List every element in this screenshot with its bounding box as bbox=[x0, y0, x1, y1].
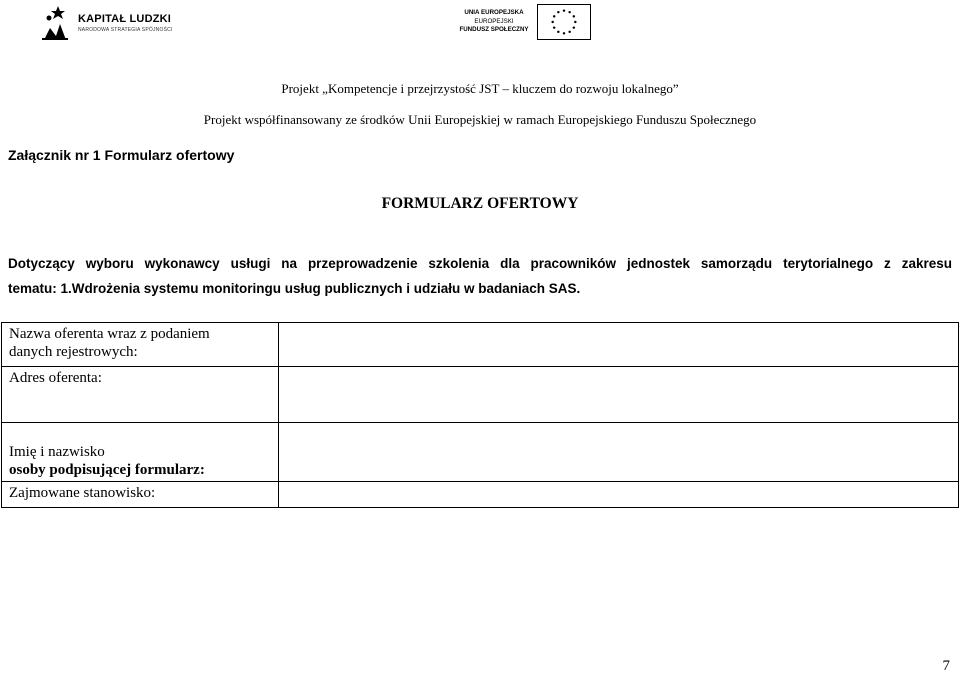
form-label-line: danych rejestrowych: bbox=[9, 344, 138, 360]
form-label-line: Adres oferenta: bbox=[9, 370, 102, 386]
form-label-line: osoby podpisującej formularz: bbox=[9, 462, 205, 478]
kapital-ludzki-subtitle: NARODOWA STRATEGIA SPÓJNOŚCI bbox=[78, 27, 173, 33]
intro-line-2: tematu: 1.Wdrożenia systemu monitoringu usług publicznych i udziału w badaniach SAS. bbox=[8, 281, 581, 296]
intro-paragraph bbox=[8, 251, 952, 301]
form-row-signatory bbox=[2, 423, 959, 482]
form-label-line: Zajmowane stanowisko: bbox=[9, 485, 156, 501]
eu-logo-line2: EUROPEJSKI bbox=[474, 17, 514, 25]
attachment-label: Załącznik nr 1 Formularz ofertowy bbox=[8, 147, 235, 163]
form-label-offeror-name bbox=[2, 323, 279, 367]
offer-form-table bbox=[1, 322, 959, 508]
intro-line-1: Dotyczący wyboru wykonawcy usługi na przeprowadzenie szkolenia dla pracowników jednostek samorządu terytorialnego z zakresu bbox=[8, 256, 952, 271]
form-field-offeror-address[interactable] bbox=[279, 367, 959, 423]
form-label-offeror-address bbox=[2, 367, 279, 423]
form-label-line: Nazwa oferenta wraz z podaniem bbox=[9, 326, 210, 342]
form-label-signatory bbox=[2, 423, 279, 482]
project-title-line: Projekt „Kompetencje i przejrzystość JST – kluczem do rozwoju lokalnego” bbox=[281, 81, 679, 96]
eu-logo-text bbox=[455, 9, 533, 35]
form-label-position bbox=[2, 482, 279, 508]
kapital-ludzki-mark-icon bbox=[40, 4, 70, 42]
form-field-offeror-name[interactable] bbox=[279, 323, 959, 367]
eu-logo-line1: UNIA EUROPEJSKA bbox=[464, 9, 524, 16]
kapital-ludzki-logo bbox=[40, 4, 180, 42]
form-label-line: Imię i nazwisko bbox=[9, 444, 105, 460]
form-field-position[interactable] bbox=[279, 482, 959, 508]
kapital-ludzki-title: KAPITAŁ LUDZKI bbox=[78, 13, 172, 25]
eu-flag-icon bbox=[537, 4, 591, 40]
cofinancing-line: Projekt współfinansowany ze środków Unii Europejskiej w ramach Europejskiego Funduszu Społecznego bbox=[203, 112, 757, 127]
form-row-offeror-name bbox=[2, 323, 959, 367]
form-field-signatory[interactable] bbox=[279, 423, 959, 482]
eu-logo bbox=[455, 4, 595, 42]
eu-logo-line3: FUNDUSZ SPOŁECZNY bbox=[459, 26, 529, 34]
page-number: 7 bbox=[942, 658, 950, 674]
form-row-position bbox=[2, 482, 959, 508]
form-title: FORMULARZ OFERTOWY bbox=[381, 195, 579, 212]
form-row-offeror-address bbox=[2, 367, 959, 423]
